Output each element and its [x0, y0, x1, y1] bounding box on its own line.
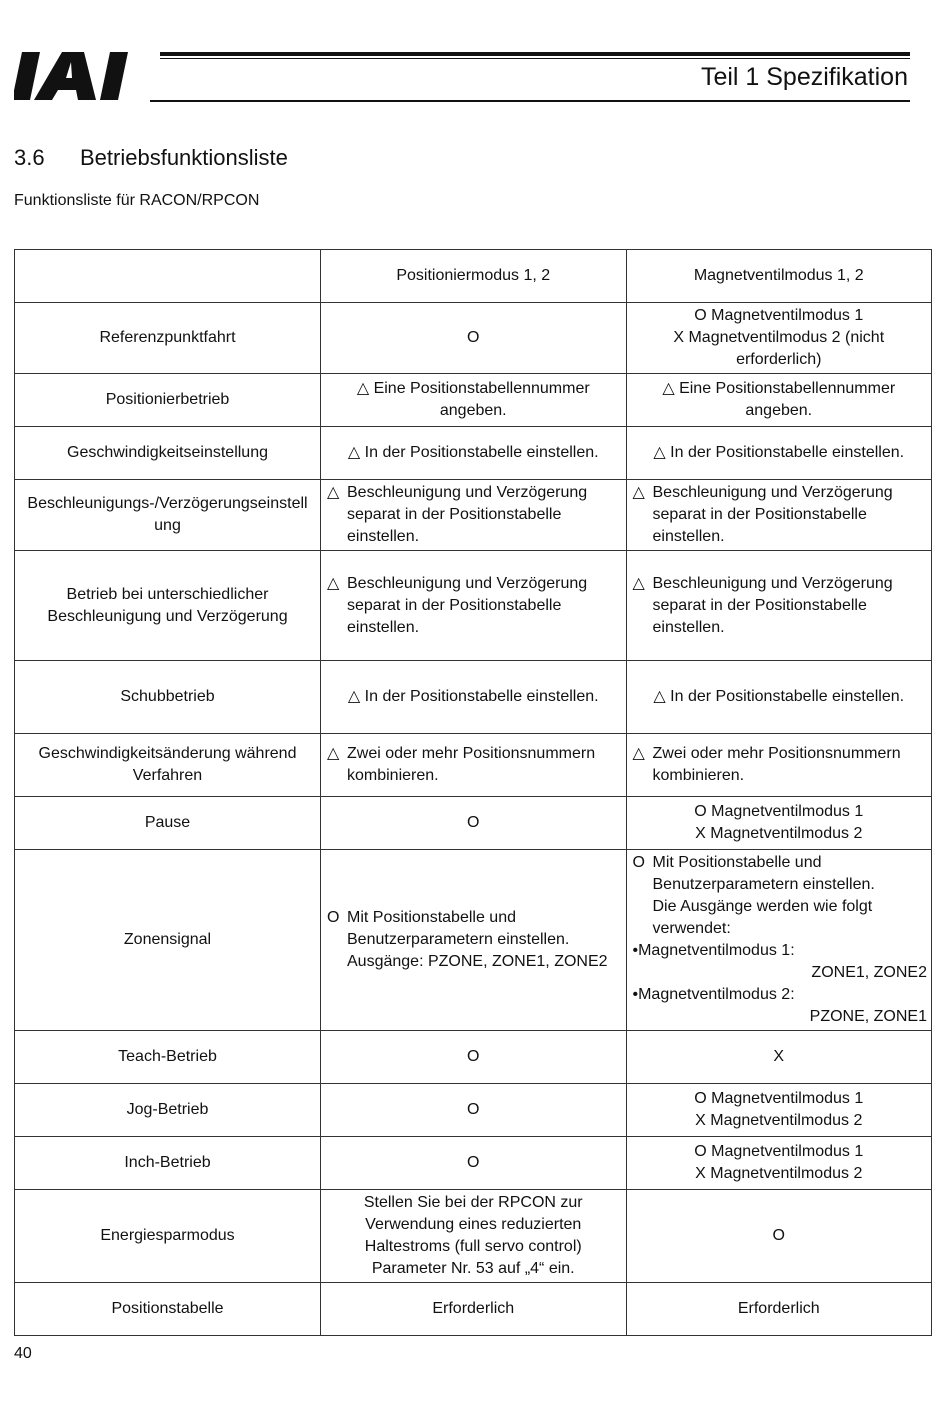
cell-positioning — [321, 374, 627, 427]
page-number: 40 — [14, 1345, 32, 1362]
cell-line: separat in der Positionstabelle — [347, 506, 562, 523]
cell-line: X Magnetventilmodus 2 — [695, 1112, 863, 1129]
cell-line: Beschleunigung und Verzögerung — [347, 484, 588, 501]
cell-line: •Magnetventilmodus 1: — [632, 942, 795, 959]
cell-line: Benutzerparametern einstellen. — [652, 876, 875, 893]
header-title: Teil 1 Spezifikation — [700, 63, 908, 91]
cell-line: separat in der Positionstabelle — [347, 596, 562, 614]
header-cell-positioning: Positioniermodus 1, 2 — [321, 250, 627, 303]
header-cell-empty — [15, 250, 321, 303]
cell-positioning: O — [321, 1084, 627, 1137]
row-label: Pause — [15, 797, 321, 850]
cell-line: Mit Positionstabelle und — [652, 854, 822, 871]
triangle-icon: △ — [632, 484, 645, 501]
cell-positioning — [321, 734, 627, 797]
triangle-icon: △ — [327, 484, 340, 501]
cell-solenoid: X — [626, 1031, 932, 1084]
cell-solenoid — [626, 734, 932, 797]
table-row — [15, 1031, 932, 1084]
cell-line: △ Eine Positionstabellennummer — [662, 380, 896, 397]
cell-line: angeben. — [439, 402, 507, 419]
cell-line: △ Eine Positionstabellennummer — [356, 380, 590, 397]
cell-positioning: O — [321, 303, 627, 374]
table-row — [15, 303, 932, 374]
cell-solenoid — [626, 480, 932, 551]
section-title: Betriebsfunktionsliste — [80, 145, 288, 170]
cell-positioning — [321, 551, 627, 661]
cell-line: Mit Positionstabelle und — [347, 909, 516, 926]
cell-line: Ausgänge: PZONE, ZONE1, ZONE2 — [347, 953, 608, 970]
cell-solenoid — [626, 1084, 932, 1137]
row-label: Positionstabelle — [15, 1283, 321, 1336]
cell-positioning: O — [321, 1137, 627, 1190]
cell-line: Stellen Sie bei der RPCON zur — [363, 1194, 583, 1211]
function-table — [14, 249, 932, 1336]
cell-line: einstellen. — [347, 618, 420, 636]
iai-logo — [14, 50, 154, 102]
cell-solenoid — [626, 850, 932, 1031]
cell-solenoid — [626, 797, 932, 850]
table-row — [15, 661, 932, 734]
table-row — [15, 734, 932, 797]
cell-line: kombinieren. — [347, 767, 439, 784]
cell-line: einstellen. — [652, 528, 725, 545]
cell-solenoid — [626, 303, 932, 374]
row-label: Referenzpunktfahrt — [15, 303, 321, 374]
table-row — [15, 1190, 932, 1283]
triangle-icon: △ — [632, 574, 645, 592]
cell-line: X Magnetventilmodus 2 (nicht — [673, 329, 885, 346]
cell-solenoid — [626, 1137, 932, 1190]
section-number: 3.6 — [14, 145, 45, 170]
header-cell-solenoid: Magnetventilmodus 1, 2 — [626, 250, 932, 303]
header-rule-bottom — [150, 100, 910, 102]
cell-line: O Magnetventilmodus 1 — [694, 307, 864, 324]
cell-line: Beschleunigungs-/Verzögerungseinstell — [27, 495, 308, 512]
table-row — [15, 551, 932, 661]
row-label — [15, 734, 321, 797]
cell-line: O Magnetventilmodus 1 — [694, 1143, 864, 1160]
cell-positioning: △ In der Positionstabelle einstellen. — [321, 661, 627, 734]
cell-line: Beschleunigung und Verzögerung — [347, 574, 588, 592]
cell-positioning — [321, 1190, 627, 1283]
cell-line: Haltestroms (full servo control) — [364, 1238, 582, 1255]
cell-line: Geschwindigkeitsänderung während — [38, 745, 297, 762]
table-row — [15, 480, 932, 551]
cell-positioning: Erforderlich — [321, 1283, 627, 1336]
cell-line: ung — [154, 517, 181, 534]
table-row — [15, 374, 932, 427]
cell-line: separat in der Positionstabelle — [652, 596, 867, 614]
cell-line: Verfahren — [132, 767, 203, 784]
triangle-icon: △ — [327, 745, 340, 762]
cell-line: verwendet: — [652, 920, 731, 937]
row-label: Energiesparmodus — [15, 1190, 321, 1283]
cell-line: Verwendung eines reduzierten — [365, 1216, 582, 1233]
cell-line: Betrieb bei unterschiedlicher — [66, 585, 269, 603]
cell-line: einstellen. — [652, 618, 725, 636]
cell-line: Beschleunigung und Verzögerung — [652, 574, 893, 592]
table-row — [15, 427, 932, 480]
cell-line: O Magnetventilmodus 1 — [694, 1090, 864, 1107]
table-row — [15, 1084, 932, 1137]
cell-positioning: △ In der Positionstabelle einstellen. — [321, 427, 627, 480]
cell-line: X Magnetventilmodus 2 — [695, 1165, 863, 1182]
cell-line: ZONE1, ZONE2 — [811, 964, 927, 981]
cell-line: Zwei oder mehr Positionsnummern — [347, 745, 596, 762]
cell-solenoid: △ In der Positionstabelle einstellen. — [626, 427, 932, 480]
cell-solenoid — [626, 551, 932, 661]
cell-positioning — [321, 850, 627, 1031]
cell-line: angeben. — [745, 402, 813, 419]
cell-line: O Magnetventilmodus 1 — [694, 803, 864, 820]
cell-line: Zwei oder mehr Positionsnummern — [652, 745, 901, 762]
cell-line: erforderlich) — [736, 351, 822, 368]
table-row — [15, 1137, 932, 1190]
circle-icon: O — [327, 909, 340, 926]
row-label — [15, 551, 321, 661]
cell-line: Beschleunigung und Verzögerung — [652, 484, 893, 501]
cell-solenoid: O — [626, 1190, 932, 1283]
table-row — [15, 1283, 932, 1336]
cell-line: kombinieren. — [652, 767, 745, 784]
circle-icon: O — [632, 854, 645, 871]
cell-line: PZONE, ZONE1 — [809, 1008, 927, 1025]
cell-positioning — [321, 480, 627, 551]
cell-line: separat in der Positionstabelle — [652, 506, 867, 523]
cell-solenoid: △ In der Positionstabelle einstellen. — [626, 661, 932, 734]
cell-line: Benutzerparametern einstellen. — [347, 931, 570, 948]
cell-line: •Magnetventilmodus 2: — [632, 986, 795, 1003]
triangle-icon: △ — [327, 574, 340, 592]
row-label: Teach-Betrieb — [15, 1031, 321, 1084]
cell-positioning: O — [321, 1031, 627, 1084]
row-label: Geschwindigkeitseinstellung — [15, 427, 321, 480]
row-label: Zonensignal — [15, 850, 321, 1031]
cell-positioning: O — [321, 797, 627, 850]
header-rule-thin — [160, 58, 910, 59]
row-label: Jog-Betrieb — [15, 1084, 321, 1137]
cell-line: Die Ausgänge werden wie folgt — [652, 898, 873, 915]
row-label: Positionierbetrieb — [15, 374, 321, 427]
row-label — [15, 480, 321, 551]
table-header-row — [15, 250, 932, 303]
table-row — [15, 797, 932, 850]
triangle-icon: △ — [632, 745, 645, 762]
cell-solenoid — [626, 374, 932, 427]
section-subtitle: Funktionsliste für RACON/RPCON — [14, 192, 260, 209]
cell-solenoid: Erforderlich — [626, 1283, 932, 1336]
header-rule-top — [160, 52, 910, 56]
table-row — [15, 850, 932, 1031]
cell-line: einstellen. — [347, 528, 420, 545]
row-label: Inch-Betrieb — [15, 1137, 321, 1190]
cell-line: Parameter Nr. 53 auf „4“ ein. — [371, 1260, 575, 1277]
row-label: Schubbetrieb — [15, 661, 321, 734]
cell-line: Beschleunigung und Verzögerung — [47, 607, 288, 625]
cell-line: X Magnetventilmodus 2 — [695, 825, 863, 842]
